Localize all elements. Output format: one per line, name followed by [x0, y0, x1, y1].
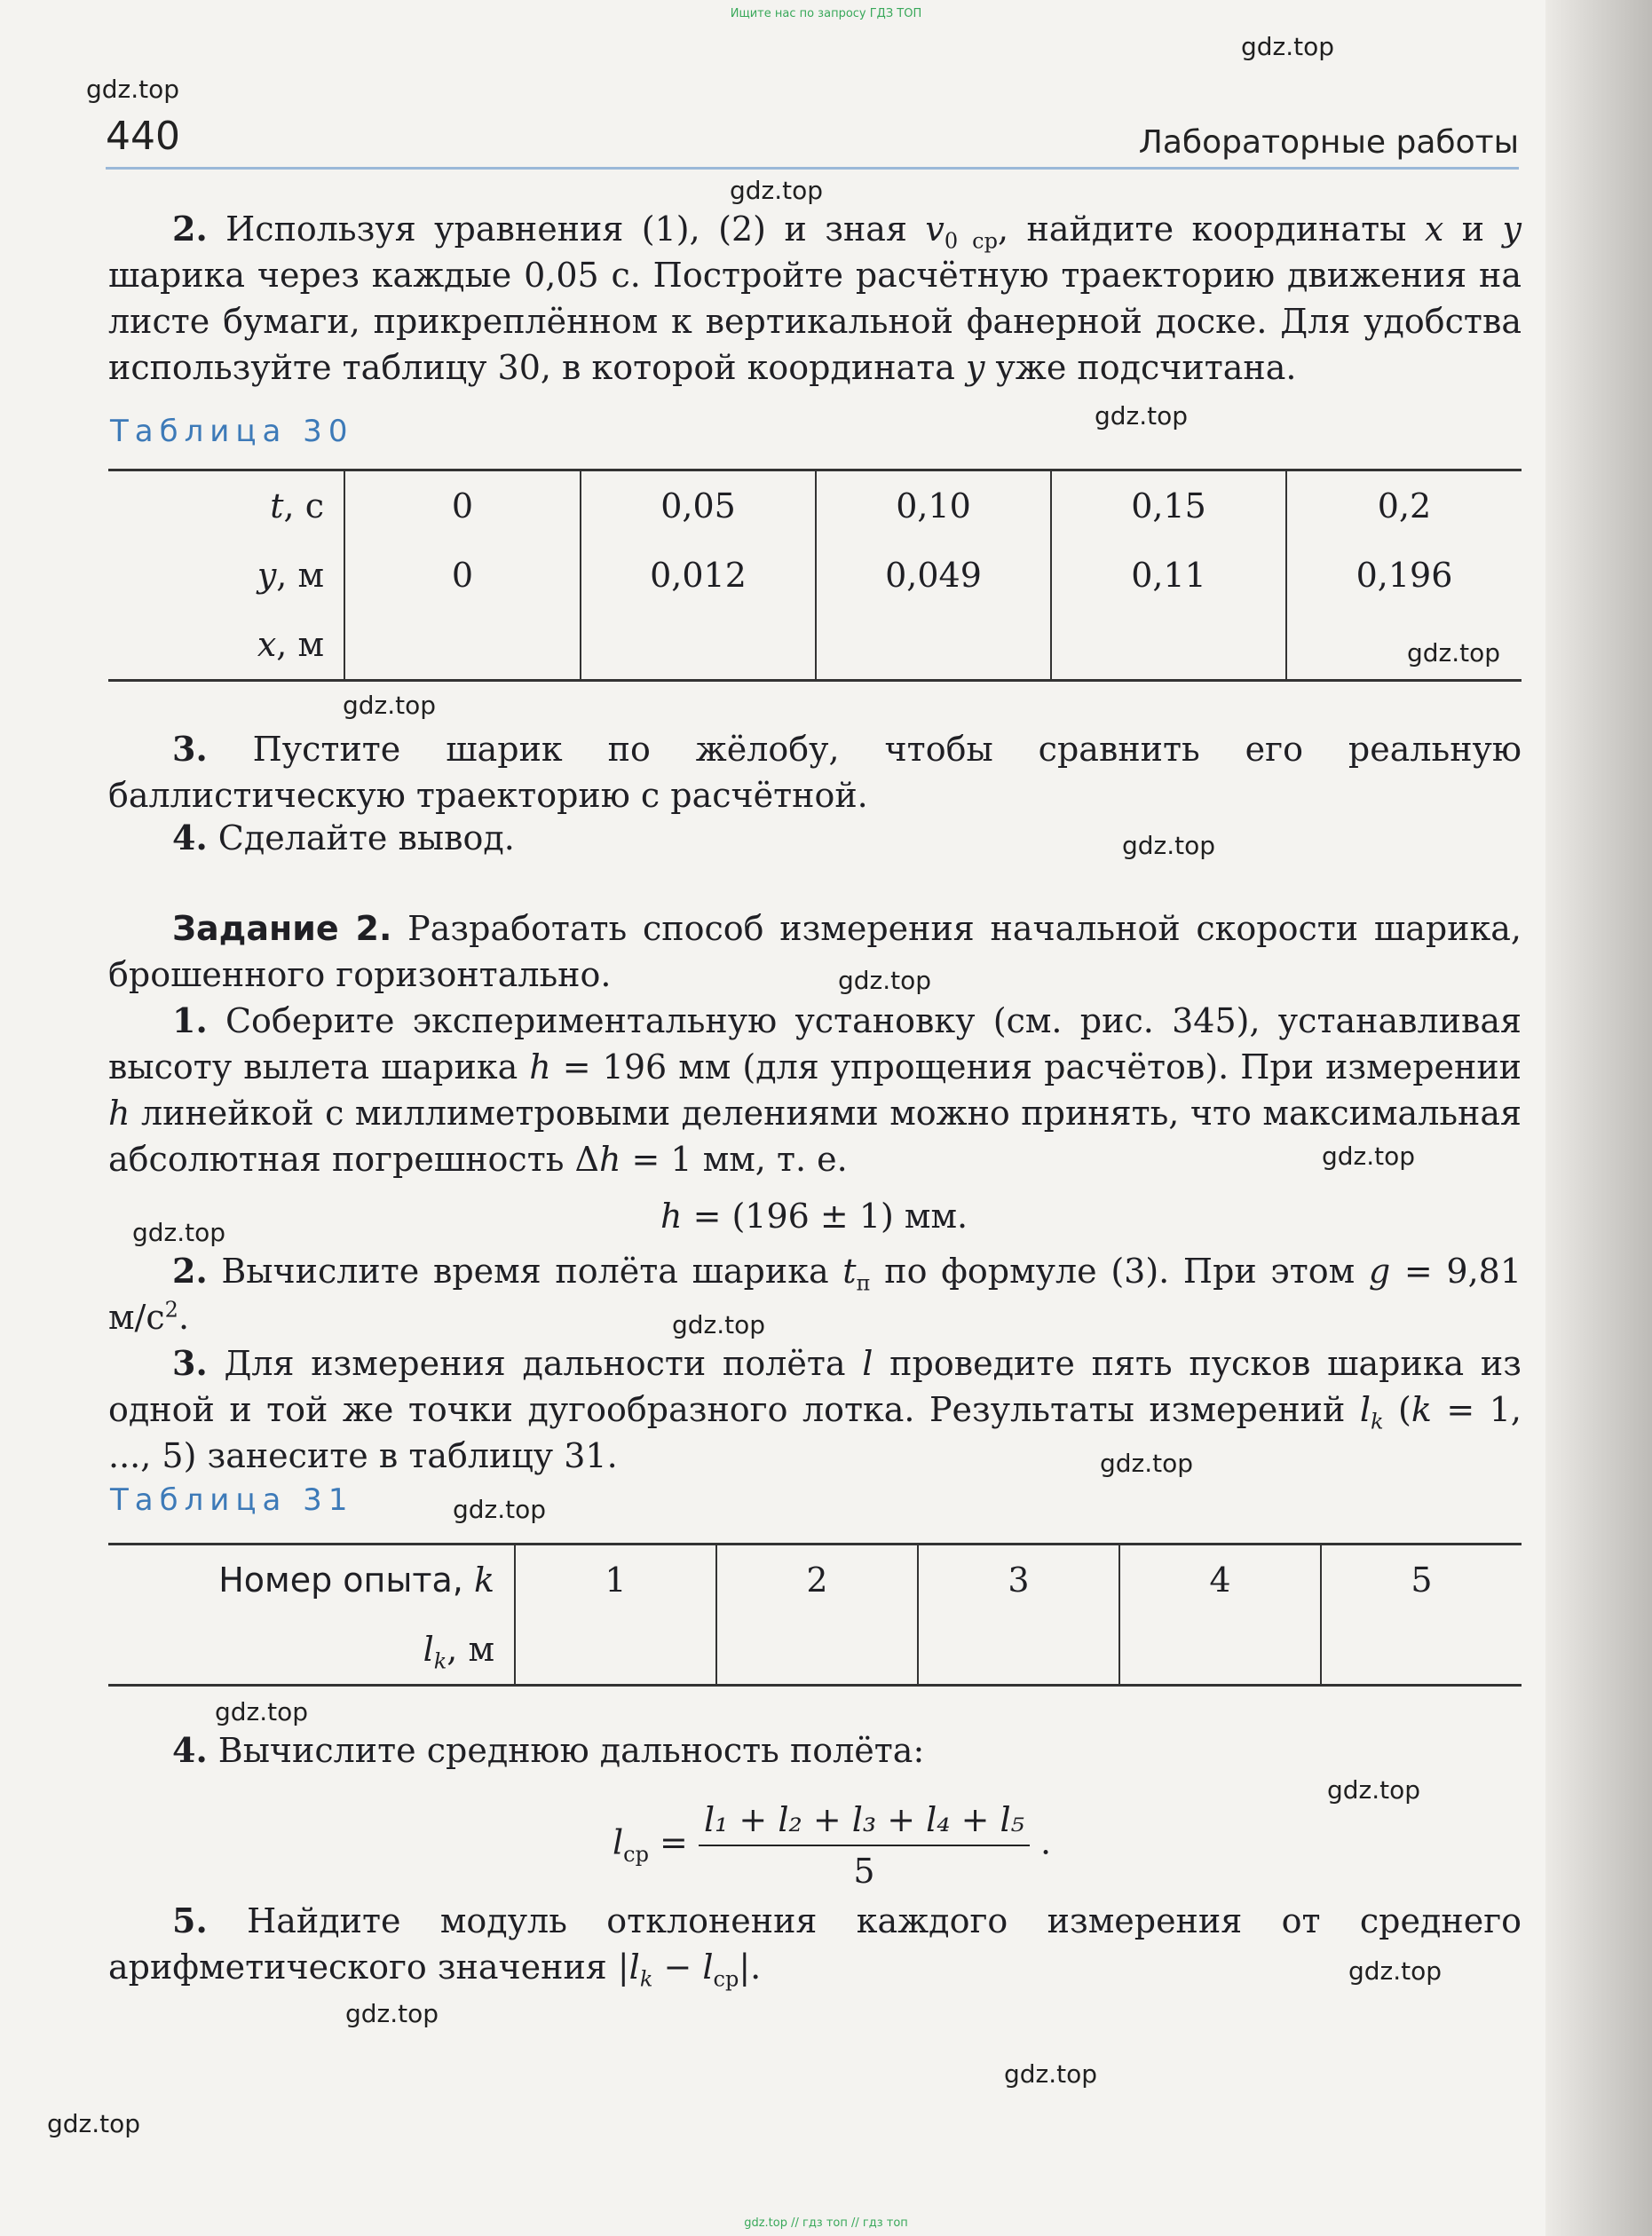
table-cell: 0,049 [816, 541, 1051, 610]
table-cell: 0,11 [1051, 541, 1286, 610]
table-cell [918, 1615, 1119, 1686]
watermark: gdz.top [1241, 32, 1335, 61]
task-2-step-1-paragraph: 1. Соберите экспериментальную установку (см. рис. 345), устанавливая высоту вылета шарика h = 196 мм (для упрощения расчётов). При измерении h линейкой с миллиметровыми делениями можно принять, что максимальная абсолютная погрешность Δh = 1 мм, т. е. [108, 1000, 1522, 1179]
fraction: $\frac{\text{l₁ + l₂ + l₃ + l₄ + l₅}}{5}$ [699, 1798, 1030, 1892]
table-cell: 0,05 [581, 470, 816, 541]
watermark: gdz.top [1407, 638, 1501, 668]
watermark: gdz.top [730, 176, 824, 205]
watermark: gdz.top [1100, 1449, 1194, 1478]
watermark: gdz.top [47, 2109, 141, 2138]
table-cell [816, 610, 1051, 681]
watermark: gdz.top [86, 75, 180, 104]
table-cell [581, 610, 816, 681]
table-cell [1321, 1615, 1522, 1686]
table-cell: 0,2 [1286, 470, 1522, 541]
task-2-heading-paragraph: Задание 2. Разработать способ измерения начальной скорости шарика, брошенного горизонтально. [108, 909, 1522, 994]
task-2-step-4-paragraph: 4. Вычислите среднюю дальность полёта: [172, 1730, 925, 1770]
task-2-title: Задание 2. [172, 909, 392, 948]
table-cell [1051, 610, 1286, 681]
watermark: gdz.top [838, 966, 932, 995]
table-cell: 0,15 [1051, 470, 1286, 541]
running-title: Лабораторные работы [1138, 124, 1519, 161]
top-banner: Ищите нас по запросу ГДЗ ТОП [730, 7, 922, 20]
table-cell: 4 [1119, 1545, 1321, 1616]
task-2-step-2-paragraph: 2. Вычислите время полёта шарика $t_п$ по формуле (3). При этом g = 9,81 $м/с^2$. [108, 1251, 1522, 1337]
table-row [108, 1545, 1522, 1616]
task-2-step-5-paragraph: 5. Найдите модуль отклонения каждого измерения от среднего арифметического значения $|l_k - l_{ср}|$. [108, 1900, 1522, 1992]
row-label: $l_k$, м [108, 1615, 515, 1686]
watermark: gdz.top [672, 1310, 766, 1339]
watermark: gdz.top [1327, 1775, 1421, 1805]
step-3-paragraph: 3. Пустите шарик по жёлобу, чтобы сравнить его реальную баллистическую траекторию с расчётной. [108, 729, 1522, 815]
table-cell [515, 1615, 716, 1686]
watermark: gdz.top [1122, 831, 1216, 860]
table-cell [1286, 610, 1522, 681]
table-31 [108, 1543, 1522, 1687]
table-cell [716, 1615, 918, 1686]
table-cell: 1 [515, 1545, 716, 1616]
row-label: t, с [108, 470, 344, 541]
formula-l-average: $l_{ср}$ = $\frac{\text{l₁ + l₂ + l₃ + l₄ + l₅}}{5}$ . [613, 1800, 1052, 1891]
table-row [108, 610, 1522, 681]
watermark: gdz.top [132, 1218, 226, 1247]
table-cell: 2 [716, 1545, 918, 1616]
table-30 [108, 469, 1522, 682]
header-rule [106, 167, 1519, 170]
table-cell: 5 [1321, 1545, 1522, 1616]
table-cell: 0 [344, 470, 581, 541]
task-2-step-3-paragraph: 3. Для измерения дальности полёта l проведите пять пусков шарика из одной и той же точки дугообразного лотка. Результаты измерений $l_k$ (k = 1, ..., 5) занесите в таблицу 31. [108, 1343, 1522, 1475]
watermark: gdz.top [215, 1697, 309, 1726]
table-cell: 0,196 [1356, 556, 1453, 595]
watermark: gdz.top [1004, 2059, 1098, 2089]
row-label: y, м [108, 541, 344, 610]
row-label: Номер опыта, k [108, 1545, 515, 1616]
step-4-paragraph: 4. Сделайте вывод. [172, 818, 515, 857]
page-number: 440 [106, 114, 180, 159]
watermark: gdz.top [343, 691, 437, 720]
table-31-caption: Таблица 31 [110, 1482, 354, 1518]
table-30-caption: Таблица 30 [110, 414, 354, 449]
step-number: 2. [172, 209, 208, 249]
watermark: gdz.top [1322, 1142, 1416, 1171]
formula-h: h = (196 ± 1) мм. [660, 1197, 968, 1236]
bottom-banner: gdz.top // гдз топ // гдз топ [744, 2216, 908, 2230]
table-cell: 0,10 [816, 470, 1051, 541]
table-row [108, 541, 1522, 610]
table-cell: 3 [918, 1545, 1119, 1616]
table-row [108, 470, 1522, 541]
table-cell [344, 610, 581, 681]
table-row [108, 1615, 1522, 1686]
page-edge-shadow [1545, 0, 1652, 2236]
row-label: x, м [108, 610, 344, 681]
table-cell: 0 [344, 541, 581, 610]
watermark: gdz.top [345, 1999, 439, 2028]
watermark: gdz.top [1095, 401, 1189, 431]
watermark: gdz.top [453, 1495, 547, 1524]
table-cell: 0,012 [581, 541, 816, 610]
step-2-paragraph: 2. Используя уравнения (1), (2) и зная $v_{0 ср}$, найдите координаты x и y шарика через каждые 0,05 с. Постройте расчётную траекторию движения на листе бумаги, прикреплённом к вертикальной фанерной доске. Для удобства используйте таблицу 30, в которой координата y уже подсчитана. [108, 209, 1522, 387]
table-cell [1119, 1615, 1321, 1686]
watermark: gdz.top [1348, 1956, 1443, 1986]
